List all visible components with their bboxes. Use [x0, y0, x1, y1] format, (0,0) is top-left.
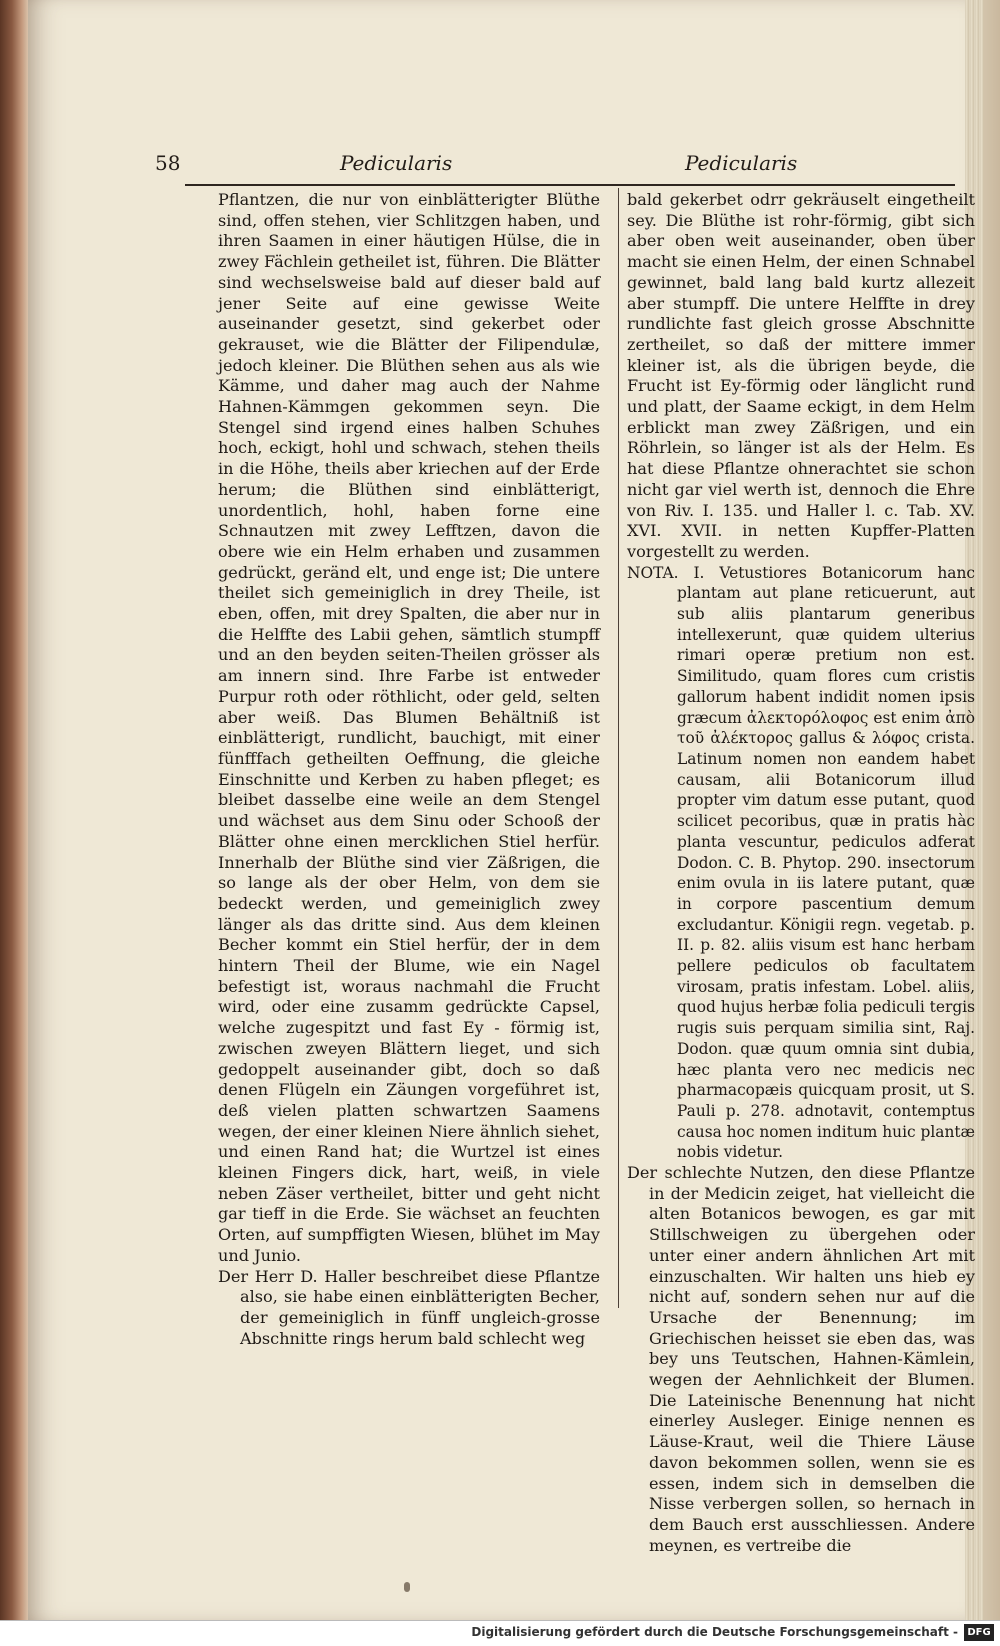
- nota-paragraph: NOTA. I. Vetustiores Botanicorum hanc plantam aut plane reticuerunt, aut sub aliis plantarum generibus intellexerunt, quæ quidem ulterius rimari operæ pretium non est. Similitudo, quam flores cum cristis gallorum habent indidit nomen ipsis græcum ἀλεκτορόλοφος est enim ἀπὸ τοῦ ἀλέκτορος gallus & λόφος crista. Latinum nomen non eandem habet causam, alii Botanicorum illud propter vim datum esse putant, quod scilicet pecoribus, quæ in pratis hàc planta vescuntur, pediculos adferat Dodon. C. B. Phytop. 290. insectorum enim ovula in iis latere putant, quæ in corpore pascentium demum excludantur. Königii regn. vegetab. p. II. p. 82. aliis visum est hanc herbam pellere pediculos ob facultatem virosam, pratis infestam. Lobel. aliis, quod hujus herbæ folia pediculi tergis rugis suis perquam similia sint, Raj. Dodon. quæ quum omnia sint dubia, hæc planta vero nec medicis nec pharmacopæis quicquam prosit, ut S. Pauli p. 278. adnotavit, contemptus causa hoc nomen inditum huic plantæ nobis videtur.: [627, 563, 976, 1162]
- paragraph: bald gekerbet odrr gekräuselt eingetheilt sey. Die Blüthe ist rohr-förmig, gibt sich aber oben weit auseinander, oben über macht sie einen Helm, der einen Schnabel gewinnet, bald lang bald kurtz allezeit aber stumpff. Die untere Helffte in drey rundlichte fast gleich grosse Abschnitte zertheilet, so daß der mittere immer kleiner ist, als die übrigen beyde, die Frucht ist Ey-förmig oder länglicht rund und platt, der Saame eckigt, in dem Helm erblickt man zwey Zäßrigen, und ein Röhrlein, so länger ist als der Helm. Es hat diese Pflantze ohnerachtet sie schon nicht gar viel werth ist, dennoch die Ehre von Riv. I. 135. und Haller l. c. Tab. XV. XVI. XVII. in netten Kupffer-Platten vorgestellt zu werden.: [627, 190, 975, 561]
- right-column: [627, 190, 975, 1556]
- footer-bar: [0, 1620, 1000, 1646]
- running-head: [155, 147, 805, 181]
- header-rule: [185, 184, 955, 186]
- paragraph: Der schlechte Nutzen, den diese Pflantze in der Medicin zeiget, hat vielleicht die alten Botanicos bewogen, es gar mit Stillschweigen zu übergehen oder unter einer andern ähnlichen Art mit einzuschalten. Wir halten uns hieb ey nicht auf, sondern sehen nur auf die Ursache der Benennung; im Griechischen heisset sie eben das, was bey uns Teutschen, Hahnen-Kämlein, wegen der Aehnlichkeit der Blumen. Die Lateinische Benennung hat nicht einerley Ausleger. Einige nennen es Läuse-Kraut, weil die Thiere Läuse davon bekommen sollen, wenn sie es essen, indem sich in demselben die Nisse verbergen sollen, so hernach in dem Bauch erst ausschliessen. Andere meynen, es vertreibe die: [627, 1163, 975, 1555]
- page-number: 58: [155, 151, 181, 175]
- column-divider: [618, 188, 619, 1308]
- footer-credit: Digitalisierung gefördert durch die Deutsche Forschungsgemeinschaft -: [471, 1625, 958, 1639]
- dfg-logo-icon: DFG: [964, 1624, 994, 1641]
- running-title-right: Pedicularis: [685, 151, 798, 175]
- ink-mark: [404, 1582, 410, 1592]
- paragraph: Der Herr D. Haller beschreibet diese Pflantze also, sie habe einen einblätterigten Becher, der gemeiniglich in fünff ungleich-grosse Abschnitte rings herum bald schlecht weg: [218, 1266, 600, 1348]
- left-column: [218, 190, 600, 1349]
- running-title-left: Pedicularis: [340, 151, 453, 175]
- paragraph: Pflantzen, die nur von einblätterigter Blüthe sind, offen stehen, vier Schlitzgen haben, und ihren Saamen in einer häutigen Hülse, die in zwey Fächlein getheilet ist, führen. Die Blätter sind wechselsweise bald auf dieser bald auf jener Seite auf eine gewisse Weite auseinander gesetzt, sind gekerbet oder gekrauset, wie die Blätter der Filipendulæ, jedoch kleiner. Die Blüthen sehen aus als wie Kämme, und daher mag auch der Nahme Hahnen-Kämmgen gekommen seyn. Die Stengel sind irgend eines halben Schuhes hoch, eckigt, hohl und schwach, stehen theils in die Höhe, theils aber kriechen auf der Erde herum; die Blüthen sind einblätterigt, unordentlich, hohl, haben forne eine Schnautzen mit zwey Lefftzen, davon die obere wie ein Helm erhaben und zusammen gedrückt, geränd elt, und enge ist; Die untere theilet sich gemeiniglich in drey Theile, ist eben, offen, mit drey Spalten, die aber nur in die Helffte des Labii gehen, sämtlich stumpff und an den beyden seiten-Theilen grösser als am innern sind. Ihre Farbe ist entweder Purpur roth oder röthlicht, oder geld, selten aber weiß. Das Blumen Behältniß ist einblätterigt, rundlicht, bauchigt, mit einer fünfffach getheilten Oeffnung, die gleiche Einschnitte und Kerben zu haben pfleget; es bleibet dasselbe eine weile an dem Stengel und wächset aus dem Sinu oder Schooß der Blätter ohne einen mercklichen Stiel herfür. Innerhalb der Blüthe sind vier Zäßrigen, die so lange als der ober Helm, von dem sie bedeckt werden, und gemeiniglich zwey länger als das dritte sind. Aus dem kleinen Becher kommt ein Stiel herfür, der in dem hintern Theil der Blume, wie ein Nagel befestigt ist, woraus nachmahl die Frucht wird, oder eine zusamm gedrückte Capsel, welche zugespitzt und fast Ey - förmig ist, zwischen zweyen Blättern lieget, und sich gedoppelt auseinander gibt, doch so daß denen Flügeln ein Zäungen vorgeführet ist, deß vielen platten schwartzen Saamens wegen, der einer kleinen Niere ähnlich siehet, und einen Rand hat; die Wurtzel ist eines kleinen Fingers dick, hart, weiß, in viele neben Zäser vertheilet, bitter und geht nicht gar tieff in die Erde. Sie wächset an feuchten Orten, auf sumpffigten Wiesen, blühet im May und Junio.: [218, 190, 600, 1265]
